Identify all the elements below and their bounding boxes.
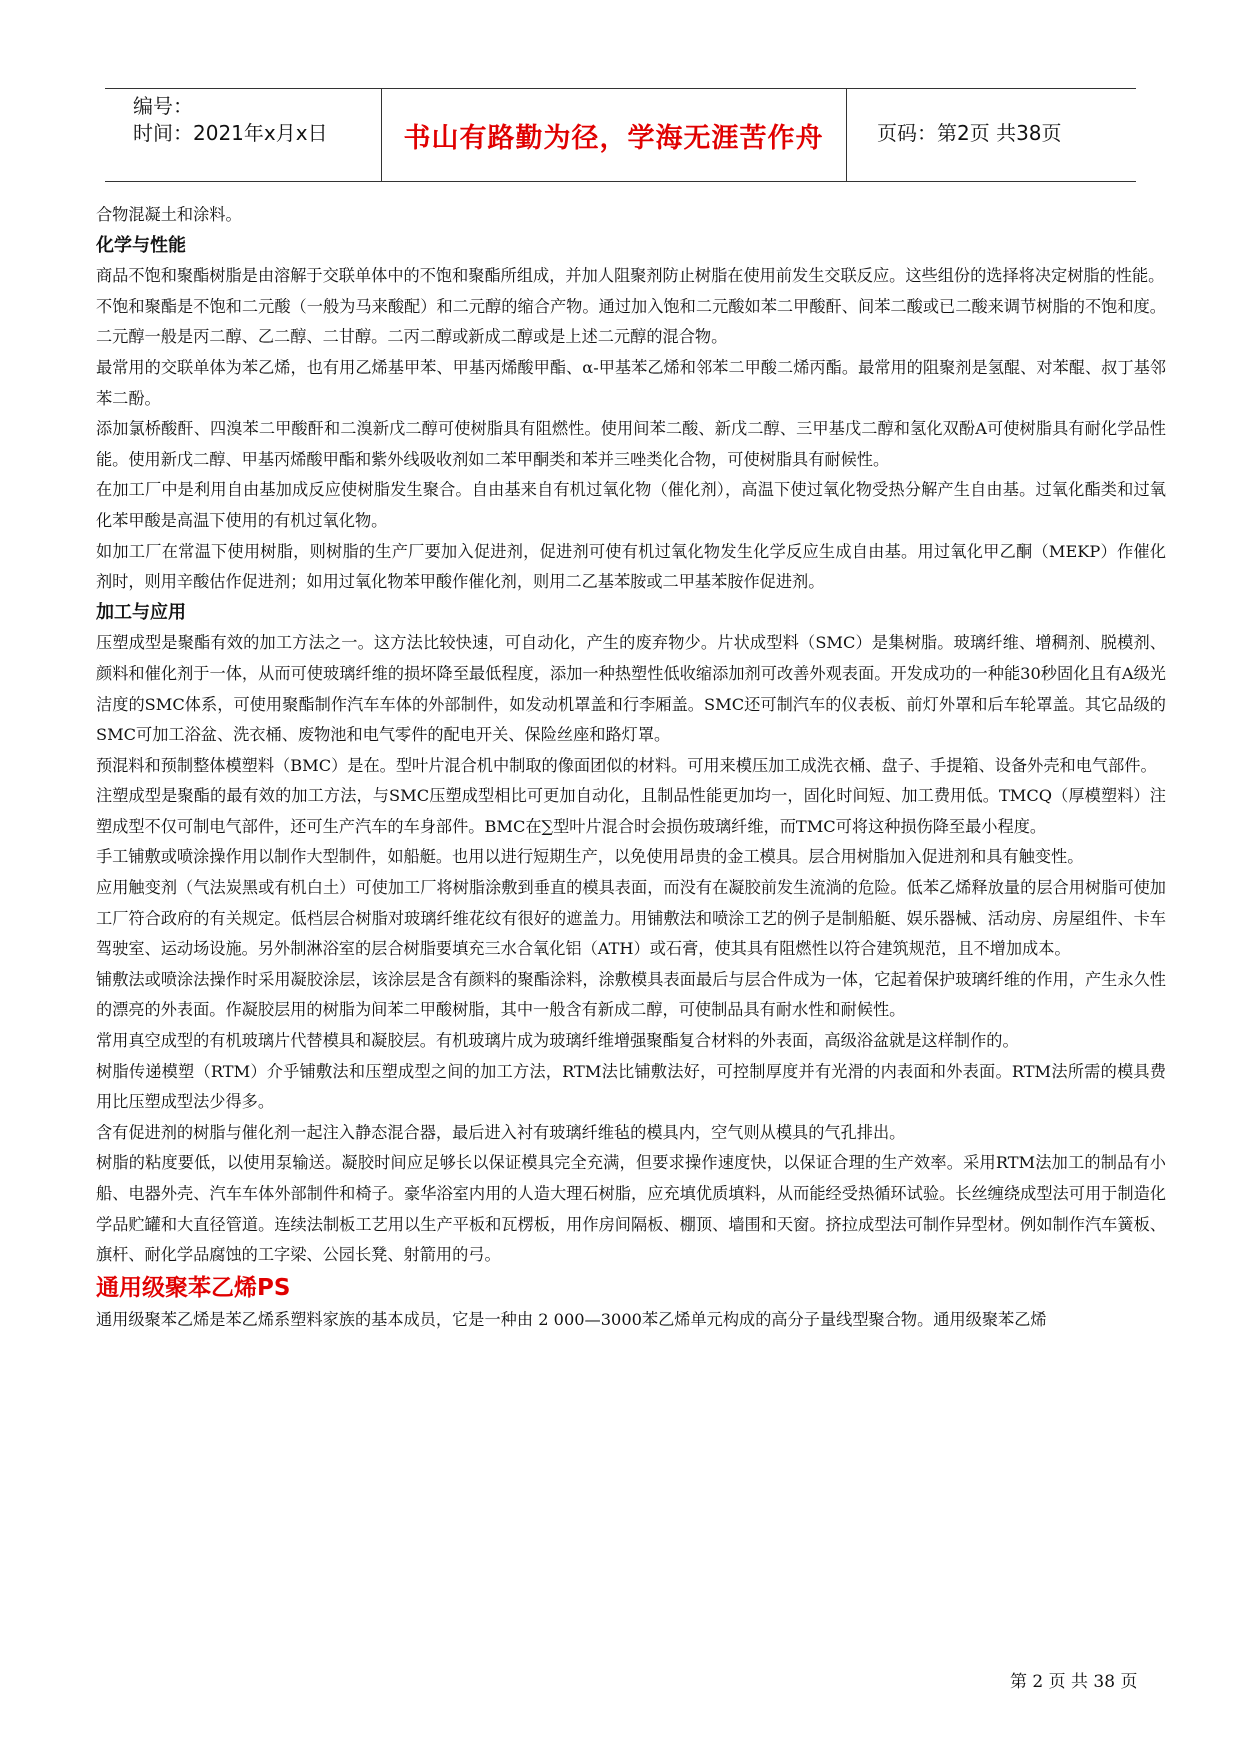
paragraph: 应用触变剂（气法炭黑或有机白土）可使加工厂将树脂涂敷到垂直的模具表面，而没有在凝胶前发生流淌的危险。低苯乙烯释放量的层合用树脂可使加工厂符合政府的有关规定。低档层合树脂对玻璃纤维花纹有很好的遮盖力。用铺敷法和喷涂工艺的例子是制船艇、娱乐器械、活动房、房屋组件、卡车驾驶室、运动场设施。另外制淋浴室的层合树脂要填充三水合氧化铝（ATH）或石膏，使其具有阻燃性以符合建筑规范，且不增加成本。 [96, 878, 1166, 959]
paragraph: 铺敷法或喷涂法操作时采用凝胶涂层，该涂层是含有颜料的聚酯涂料，涂敷模具表面最后与层合件成为一体，它起着保护玻璃纤维的作用，产生永久性的漂亮的外表面。作凝胶层用的树脂为间苯二甲酸树脂，其中一般含有新成二醇，可使制品具有耐水性和耐候性。 [96, 969, 1166, 1020]
header-page-label: 页码：第2页 共38页 [877, 121, 1062, 145]
paragraph: 含有促进剂的树脂与催化剂一起注入静态混合器，最后进入衬有玻璃纤维毡的模具内，空气则从模具的气孔排出。 [96, 1122, 906, 1142]
paragraph: 商品不饱和聚酯树脂是由溶解于交联单体中的不饱和聚酯所组成，并加人阻聚剂防止树脂在使用前发生交联反应。这些组份的选择将决定树脂的性能。 [96, 266, 1165, 286]
paragraph: 注塑成型是聚酯的最有效的加工方法，与SMC压塑成型相比可更加自动化，且制品性能更加均一，固化时间短、加工费用低。TMCQ（厚模塑料）注塑成型不仅可制电气部件，还可生产汽车的车身部件。BMC在∑型叶片混合时会损伤玻璃纤维，而TMC可将这种损伤降至最小程度。 [96, 786, 1166, 836]
paragraph: 预混料和预制整体模塑料（BMC）是在。型叶片混合机中制取的像面团似的材料。可用来模压加工成洗衣桶、盘子、手提箱、设备外壳和电气部件。 [96, 755, 1157, 775]
paragraph: 手工铺敷或喷涂操作用以制作大型制件，如船艇。也用以进行短期生产，以免使用昂贵的金工模具。层合用树脂加入促进剂和具有触变性。 [96, 847, 1084, 867]
document-body [96, 200, 1166, 1335]
section-heading: 加工与应用 [96, 601, 186, 623]
paragraph: 添加氯桥酸酐、四溴苯二甲酸酐和二溴新戊二醇可使树脂具有阻燃性。使用间苯二酸、新戊二醇、三甲基戊二醇和氢化双酚A可使树脂具有耐化学品性能。使用新戊二醇、甲基丙烯酸甲酯和紫外线吸收剂如二苯甲酮类和苯并三唑类化合物，可使树脂具有耐候性。 [96, 419, 1166, 469]
paragraph: 压塑成型是聚酯有效的加工方法之一。这方法比较快速，可自动化，产生的废弃物少。片状成型料（SMC）是集树脂。玻璃纤维、增稠剂、脱模剂、颜料和催化剂于一体，从而可使玻璃纤维的损坏降至最低程度，添加一种热塑性低收缩添加剂可改善外观表面。开发成功的一种能30秒固化且有A级光洁度的SMC体系，可使用聚酯制作汽车车体的外部制件，如发动机罩盖和行李厢盖。SMC还可制汽车的仪表板、前灯外罩和后车轮罩盖。其它品级的SMC可加工浴盆、洗衣桶、废物池和电气零件的配电开关、保险丝座和路灯罩。 [96, 633, 1166, 745]
document-header [105, 88, 1136, 182]
paragraph: 合物混凝土和涂料。 [96, 205, 242, 224]
header-time-label: 时间：2021年x月x日 [133, 121, 328, 145]
section-heading: 化学与性能 [96, 234, 186, 256]
paragraph: 不饱和聚酯是不饱和二元酸（一般为马来酸配）和二元醇的缩合产物。通过加入饱和二元酸如苯二甲酸酐、间苯二酸或已二酸来调节树脂的不饱和度。二元醇一般是丙二醇、乙二醇、二甘醇。二丙二醇或新成二醇或是上述二元醇的混合物。 [96, 296, 1166, 347]
paragraph: 通用级聚苯乙烯是苯乙烯系塑料家族的基本成员，它是一种由 2 000—3000苯乙烯单元构成的高分子量线型聚合物。通用级聚苯乙烯 [96, 1309, 1047, 1329]
paragraph: 在加工厂中是利用自由基加成反应使树脂发生聚合。自由基来自有机过氧化物（催化剂），高温下使过氧化物受热分解产生自由基。过氧化酯类和过氧化苯甲酸是高温下使用的有机过氧化物。 [96, 480, 1166, 530]
header-divider [846, 89, 847, 181]
header-motto: 书山有路勤为径，学海无涯苦作舟 [403, 122, 824, 154]
paragraph: 常用真空成型的有机玻璃片代替模具和凝胶层。有机玻璃片成为玻璃纤维增强聚酯复合材料的外表面，高级浴盆就是这样制作的。 [96, 1031, 1019, 1051]
paragraph: 树脂传递模塑（RTM）介乎铺敷法和压塑成型之间的加工方法，RTM法比铺敷法好，可控制厚度并有光滑的内表面和外表面。RTM法所需的模具费用比压塑成型法少得多。 [96, 1061, 1166, 1112]
paragraph: 树脂的粘度要低，以使用泵输送。凝胶时间应足够长以保证模具完全充满，但要求操作速度快，以保证合理的生产效率。采用RTM法加工的制品有小船、电器外壳、汽车车体外部制件和椅子。豪华浴室内用的人造大理石树脂，应充填优质填料，从而能经受热循环试验。长丝缠绕成型法可用于制造化学品贮罐和大直径管道。连续法制板工艺用以生产平板和瓦楞板，用作房间隔板、棚顶、墙围和天窗。挤拉成型法可制作异型材。例如制作汽车簧板、旗杆、耐化学品腐蚀的工字梁、公园长凳、射箭用的弓。 [96, 1153, 1166, 1265]
paragraph: 如加工厂在常温下使用树脂，则树脂的生产厂要加入促进剂，促进剂可使有机过氧化物发生化学反应生成自由基。用过氧化甲乙酮（MEKP）作催化剂时，则用辛酸估作促进剂；如用过氧化物苯甲酸作催化剂，则用二乙基苯胺或二甲基苯胺作促进剂。 [96, 541, 1166, 592]
header-code-label: 编号： [133, 94, 193, 118]
paragraph: 最常用的交联单体为苯乙烯，也有用乙烯基甲苯、甲基丙烯酸甲酯、α-甲基苯乙烯和邻苯二甲酸二烯丙酯。最常用的阻聚剂是氢醌、对苯醌、叔丁基邻苯二酚。 [96, 357, 1166, 408]
page-footer: 第 2 页 共 38 页 [1010, 1672, 1138, 1692]
chapter-heading: 通用级聚苯乙烯PS [96, 1274, 291, 1301]
